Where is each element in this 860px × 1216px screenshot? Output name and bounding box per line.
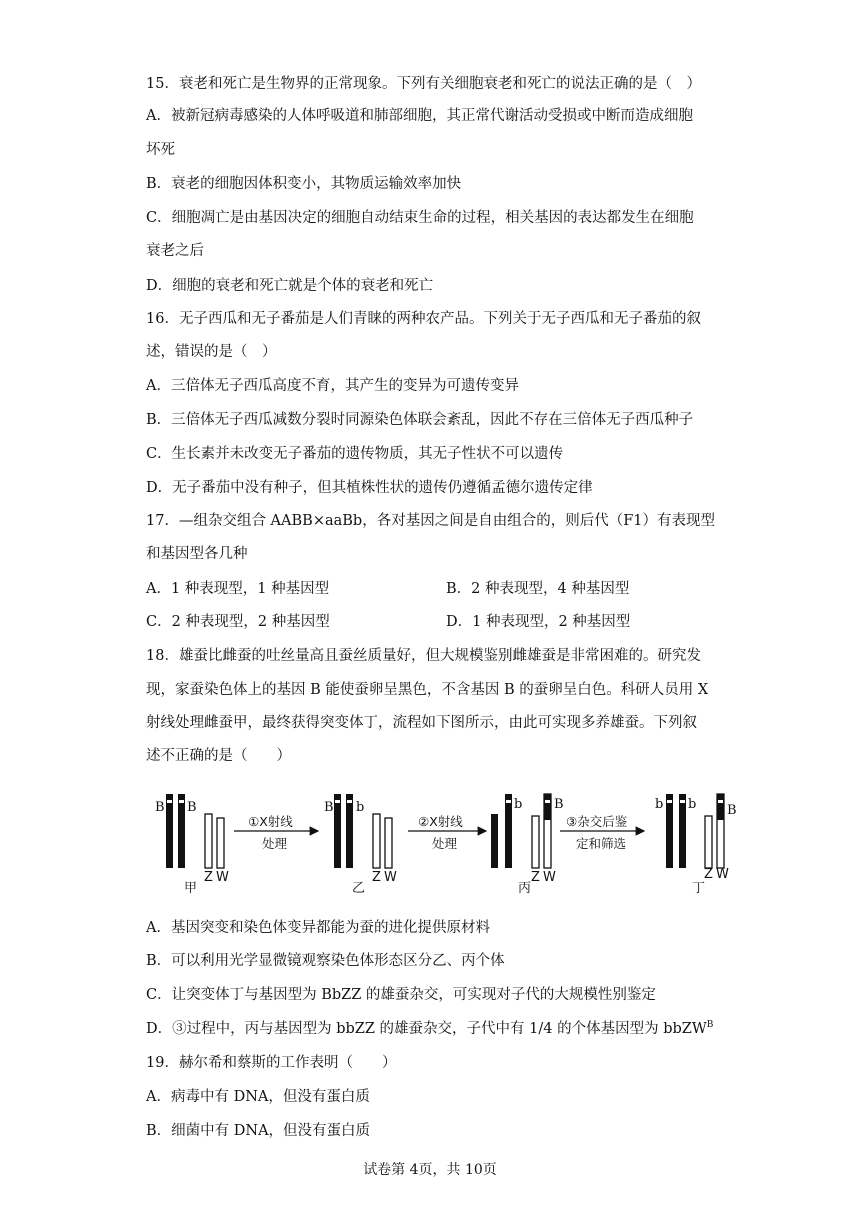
q17-option-a: A．1 种表现型，1 种基因型 [146,581,330,597]
q18-option-d-text: D．③过程中，丙与基因型为 bbZZ 的雄蚕杂交，子代中有 1/4 的个体基因型为 bbZW [146,1021,707,1037]
gene-label-b: B [155,800,165,815]
q19-option-a: A．病毒中有 DNA，但没有蛋白质 [146,1089,370,1105]
label-ding: 丁 [692,881,706,896]
step3-label: ③杂交后鉴 [566,814,628,829]
z-chromosome [205,814,212,868]
svg-text:W: W [543,870,556,885]
q17-option-c: C．2 种表现型，2 种基因型 [146,614,330,630]
q18-option-d-sup: B [706,1020,714,1031]
label-bing: 丙 [518,881,532,896]
q19-option-b: B．细菌中有 DNA，但没有蛋白质 [146,1123,371,1139]
q18-option-c: C．让突变体丁与基因型为 BbZZ 的雄蚕杂交，可实现对子代的大规模性别鉴定 [146,987,656,1003]
step2-label-cont: 处理 [432,836,458,851]
chromosome [166,794,173,868]
step1-label: ①X射线 [248,814,293,829]
q16-option-c: C．生长素并未改变无子番茄的遗传物质，其无子性状不可以遗传 [146,446,564,462]
q16-option-d: D．无子番茄中没有种子，但其植株性状的遗传仍遵循孟德尔遗传定律 [146,480,593,496]
gene-label-small-b: b [356,800,365,815]
gene-label-b: B [324,800,334,815]
q15-option-b: B．衰老的细胞因体积变小，其物质运输效率加快 [146,176,462,192]
w-chromosome [217,818,224,868]
page-footer: 试卷第 4页，共 10页 [363,1162,497,1178]
cell-ding [655,794,737,896]
q18-option-b: B．可以利用光学显微镜观察染色体形态区分乙、丙个体 [146,953,505,969]
svg-text:W: W [384,870,397,885]
step3-label-cont: 定和筛选 [576,836,627,851]
q17-option-d: D．1 种表现型，2 种基因型 [446,614,631,630]
svg-text:W: W [716,867,729,882]
w-label: W [216,870,229,885]
q17-option-b: B．2 种表现型，4 种基因型 [446,581,630,597]
gene-label-small-b: b [514,797,523,812]
z-label: Z [204,870,213,885]
chromosome [346,794,353,868]
q17-stem-cont: 和基因型各几种 [146,546,248,562]
q19-stem: 19．赫尔希和蔡斯的工作表明（ ） [146,1055,397,1071]
svg-text:Z: Z [704,867,713,882]
gene-label-b: B [727,803,737,818]
q18-stem-cont3: 述不正确的是（ ） [146,748,291,764]
q18-stem-cont1: 现，家蚕染色体上的基因 B 能使蚕卵呈黑色，不含基因 B 的蚕卵呈白色。科研人员用 X [146,682,709,698]
svg-text:Z: Z [372,870,381,885]
label-jia: 甲 [184,881,198,896]
q16-option-b: B．三倍体无子西瓜减数分裂时同源染色体联会紊乱，因此不存在三倍体无子西瓜种子 [146,412,694,428]
gene-label-small-b: b [688,797,697,812]
q18-option-a: A．基因突变和染色体变异都能为蚕的进化提供原材料 [146,920,490,936]
label-yi: 乙 [352,881,366,896]
q17-stem: 17．—组杂交组合 AABB×aaBb，各对基因之间是自由组合的，则后代（F1）有表现型 [146,513,715,529]
gene-label-small-b: b [655,797,664,812]
chromosome-diagram [150,786,750,898]
q15-option-a: A．被新冠病毒感染的人体呼吸道和肺部细胞，其正常代谢活动受损或中断而造成细胞 [146,108,693,124]
cell-yi [324,794,397,896]
chromosome [178,794,185,868]
step2-label: ②X射线 [418,814,463,829]
q15-option-c-cont: 衰老之后 [146,243,204,259]
svg-text:Z: Z [531,870,540,885]
q15-option-a-cont: 坏死 [146,142,175,158]
cell-bing [491,794,564,896]
q15-option-d: D．细胞的衰老和死亡就是个体的衰老和死亡 [146,278,434,294]
gene-label-b: B [554,797,564,812]
chromosome [334,794,341,868]
q18-stem-cont2: 射线处理雌蚕甲，最终获得突变体丁，流程如下图所示，由此可实现多养雄蚕。下列叙 [146,715,697,731]
q15-option-c: C．细胞凋亡是由基因决定的细胞自动结束生命的过程，相关基因的表达都发生在细胞 [146,210,694,226]
q16-stem: 16．无子西瓜和无子番茄是人们青睐的两种农产品。下列关于无子西瓜和无子番茄的叙 [146,311,701,327]
cell-jia [155,794,229,896]
q16-stem-cont: 述，错误的是（ ） [146,344,277,360]
q15-stem: 15．衰老和死亡是生物界的正常现象。下列有关细胞衰老和死亡的说法正确的是（ ） [146,76,701,92]
gene-label-b: B [187,800,197,815]
q18-stem: 18．雄蚕比雌蚕的吐丝量高且蚕丝质量好，但大规模鉴别雌雄蚕是非常困难的。研究发 [146,648,701,664]
q18-option-d [146,1019,713,1039]
q16-option-a: A．三倍体无子西瓜高度不育，其产生的变异为可遗传变异 [146,378,519,394]
step1-label-cont: 处理 [262,836,288,851]
